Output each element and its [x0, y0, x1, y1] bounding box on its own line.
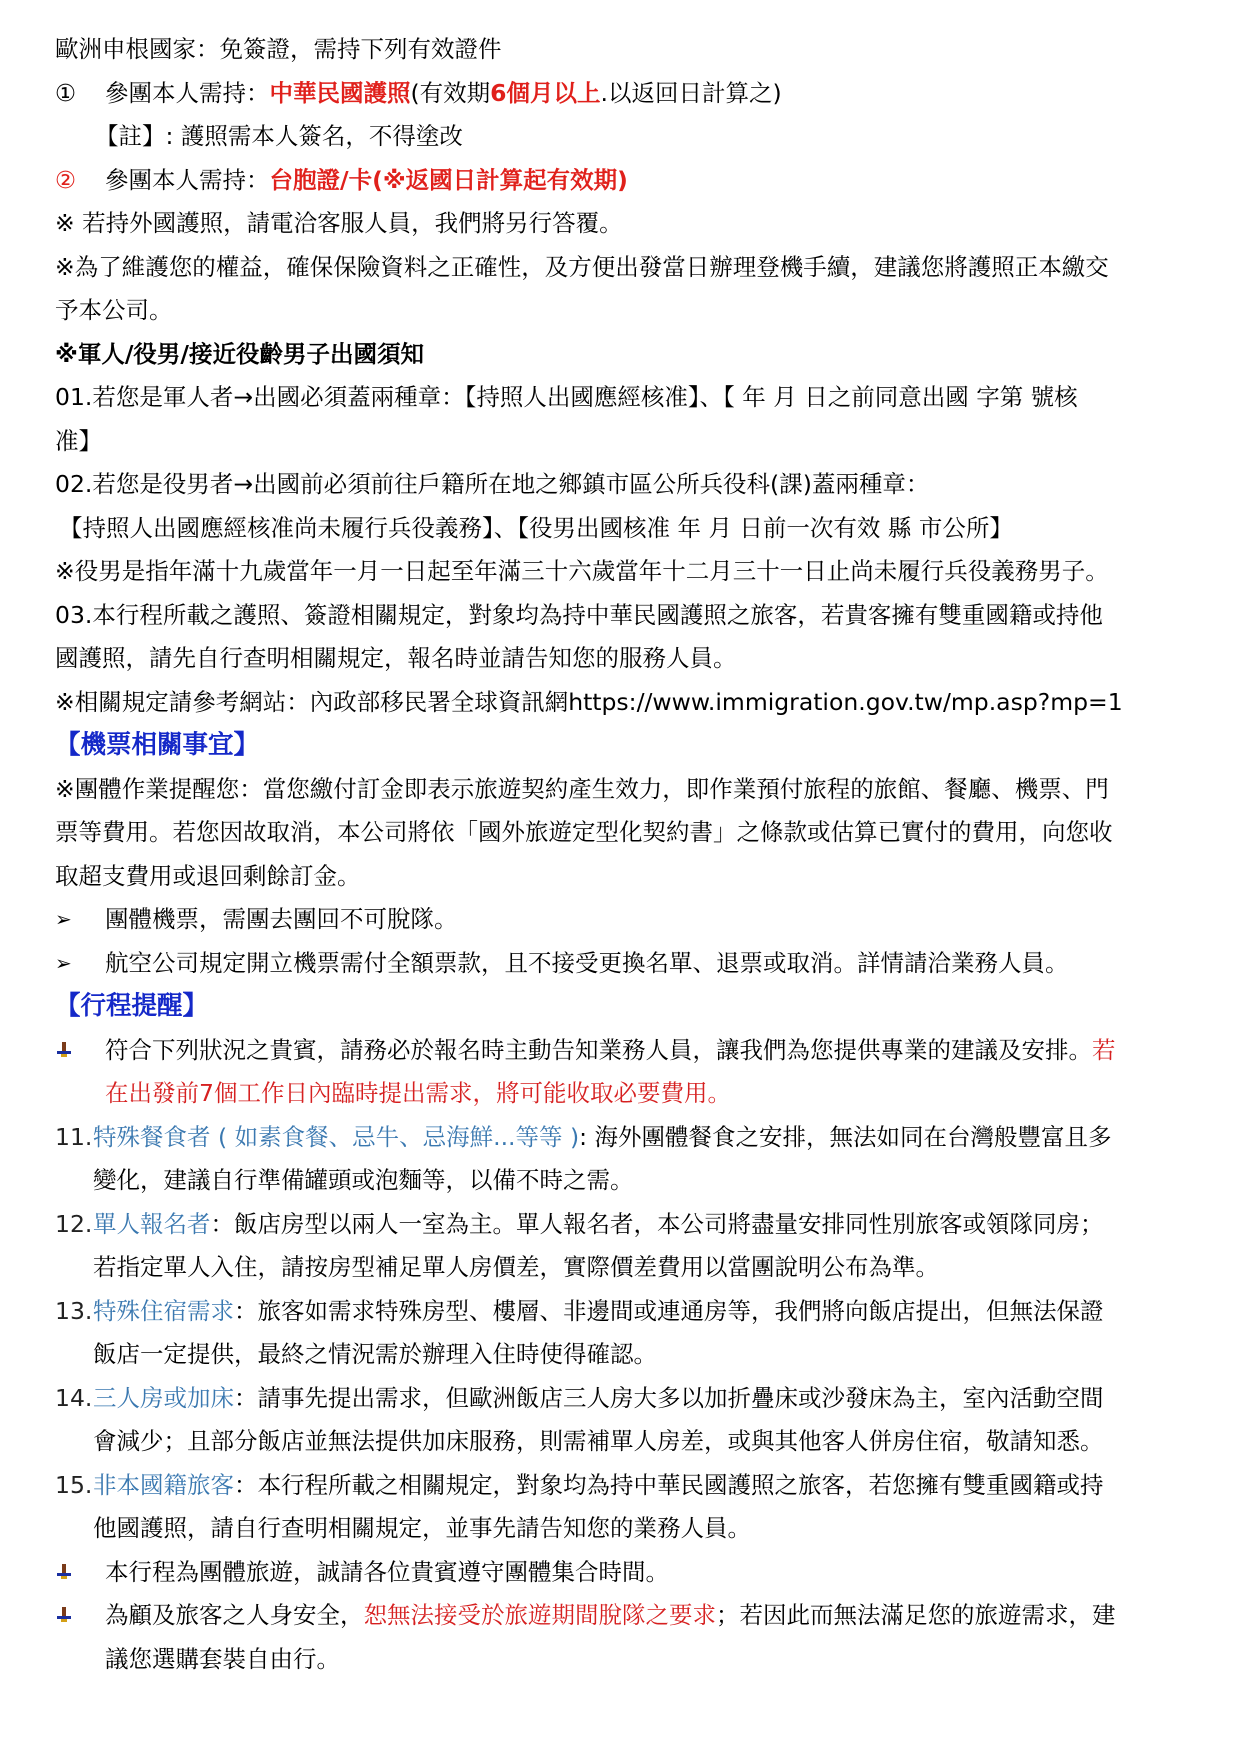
reminder-heading: 【行程提醒】	[55, 991, 209, 1021]
item-label: 特殊餐食者 ( 如素食餐、忌牛、忌海鮮...等等 )	[93, 1122, 580, 1151]
item-number: 14.	[55, 1383, 93, 1412]
foreign-passport-note: ※ 若持外國護照，請電洽客服人員，我們將另行答覆。	[55, 209, 623, 237]
schengen-item-passport: ① 參團本人需持：中華民國護照(有效期6個月以上.以返回日計算之)	[55, 72, 1185, 116]
circled-one: ①	[55, 78, 77, 107]
reminder-items	[55, 1116, 1185, 1551]
ticket-para-line-2: 票等費用。若您因故取消，本公司將依「國外旅遊定型化契約書」之條款或估算已實付的費用，向您收	[55, 818, 1113, 846]
item-text: ：本行程所載之相關規定，對象均為持中華民國護照之旅客，若您擁有雙重國籍或持	[234, 1470, 1104, 1499]
item-number: 11.	[55, 1122, 93, 1151]
reference-website: ※相關規定請參考網站：內政部移民署全球資訊網https://www.immigration.gov.tw/mp.asp?mp=1	[55, 687, 1123, 716]
arrow-bullet-icon: ➢	[55, 950, 72, 975]
group-travel-note: 本行程為團體旅遊，誠請各位貴賓遵守團體集合時間。	[55, 1551, 1185, 1595]
ticket-para-line-3: 取超支費用或退回剩餘訂金。	[55, 861, 361, 890]
military-title: ※軍人/役男/接近役齡男子出國須知	[55, 339, 425, 368]
rights-line-1: ※為了維護您的權益，確保保險資料之正確性，及方便出發當日辦理登機手續，建議您將護照正本繳交	[55, 252, 1109, 281]
military-03-line-1: 03.本行程所載之護照、簽證相關規定，對象均為持中華民國護照之旅客，若貴客擁有雙重國籍或持他	[55, 600, 1103, 629]
safety-note: 為顧及旅客之人身安全，恕無法接受於旅遊期間脫隊之要求；若因此而無法滿足您的旅遊需求，建	[55, 1594, 1185, 1638]
item-label: 單人報名者	[93, 1209, 211, 1238]
reminder-intro-red: 在出發前7個工作日內臨時提出需求，將可能收取必要費用。	[105, 1079, 731, 1107]
item-text: ：飯店房型以兩人一室為主。單人報名者，本公司將盡量安排同性別旅客或領隊同房；	[210, 1209, 1104, 1238]
ticket-heading: 【機票相關事宜】	[55, 730, 260, 760]
reminder-item-continued: 變化，建議自行準備罐頭或泡麵等，以備不時之需。	[93, 1166, 634, 1194]
reminder-intro: 符合下列狀況之貴賓，請務必於報名時主動告知業務人員，讓我們為您提供專業的建議及安排。若	[55, 1029, 1185, 1073]
passport-note: 【註】: 護照需本人簽名，不得塗改	[95, 122, 463, 150]
reminder-item	[55, 1464, 1185, 1508]
item-label: 特殊住宿需求	[93, 1296, 234, 1325]
item-number: 13.	[55, 1296, 93, 1325]
reminder-item-continued: 飯店一定提供，最終之情況需於辦理入住時使得確認。	[93, 1340, 657, 1368]
schengen-title: 歐洲申根國家：免簽證，需持下列有效證件	[55, 35, 502, 63]
validity-period: 6個月以上	[490, 78, 601, 107]
pin-bullet-icon	[55, 1594, 105, 1638]
ticket-bullet-2: ➢ 航空公司規定開立機票需付全額票款，且不接受更換名單、退票或取消。詳情請洽業務人員。	[55, 942, 1185, 986]
pin-bullet-icon	[55, 1551, 105, 1595]
reminder-item-continued: 會減少；且部分飯店並無法提供加床服務，則需補單人房差，或與其他客人併房住宿，敬請知悉。	[93, 1427, 1104, 1455]
pin-bullet-icon	[55, 1029, 105, 1073]
item-label: 三人房或加床	[93, 1383, 234, 1412]
item-text: ：請事先提出需求，但歐洲飯店三人房大多以加折疊床或沙發床為主，室內活動空間	[234, 1383, 1104, 1412]
military-02-line-2: 【持照人出國應經核准尚未履行兵役義務】、【役男出國核准 年 月 日前一次有效 縣 市公所】	[59, 513, 1013, 542]
schengen-item-mtp: ② 參團本人需持：台胞證/卡(※返國日計算起有效期)	[55, 159, 1185, 203]
reminder-item	[55, 1290, 1185, 1334]
passport-requirement: 中華民國護照	[269, 78, 411, 107]
safety-note-line-2: 議您選購套裝自由行。	[105, 1644, 340, 1673]
military-01-line-1: 01.若您是軍人者→出國必須蓋兩種章：【持照人出國應經核准】、【 年 月 日之前同意出國 字第 號核	[55, 383, 1078, 411]
reminder-item-continued: 他國護照，請自行查明相關規定，並事先請告知您的業務人員。	[93, 1514, 751, 1542]
ticket-bullet-1: ➢ 團體機票，需團去團回不可脫隊。	[55, 898, 1185, 942]
item-text: : 海外團體餐食之安排，無法如同在台灣般豐富且多	[579, 1122, 1112, 1151]
circled-two: ②	[55, 165, 77, 194]
conscript-definition: ※役男是指年滿十九歲當年一月一日起至年滿三十六歲當年十二月三十一日止尚未履行兵役義務男子。	[55, 557, 1109, 585]
rights-line-2: 予本公司。	[55, 296, 173, 324]
item-label: 非本國籍旅客	[93, 1470, 234, 1499]
military-01-line-2: 准】	[55, 426, 102, 455]
reminder-item-continued: 若指定單人入住，請按房型補足單人房價差，實際價差費用以當團說明公布為準。	[93, 1253, 939, 1281]
military-03-line-2: 國護照，請先自行查明相關規定，報名時並請告知您的服務人員。	[55, 644, 737, 672]
mtp-requirement: 台胞證/卡(※返國日計算起有效期)	[269, 165, 628, 194]
item-number: 15.	[55, 1470, 93, 1499]
document-page	[55, 28, 1185, 1681]
item-number: 12.	[55, 1209, 93, 1238]
reminder-item	[55, 1203, 1185, 1247]
military-02-line-1: 02.若您是役男者→出國前必須前往戶籍所在地之鄉鎮市區公所兵役科(課)蓋兩種章：	[55, 470, 930, 498]
arrow-bullet-icon: ➢	[55, 907, 72, 931]
item-text: ：旅客如需求特殊房型、樓層、非邊間或連通房等，我們將向飯店提出，但無法保證	[234, 1296, 1104, 1325]
ticket-para-line-1: ※團體作業提醒您：當您繳付訂金即表示旅遊契約產生效力，即作業預付旅程的旅館、餐廳、機票、門	[55, 774, 1109, 803]
reminder-item	[55, 1377, 1185, 1421]
reminder-item	[55, 1116, 1185, 1160]
